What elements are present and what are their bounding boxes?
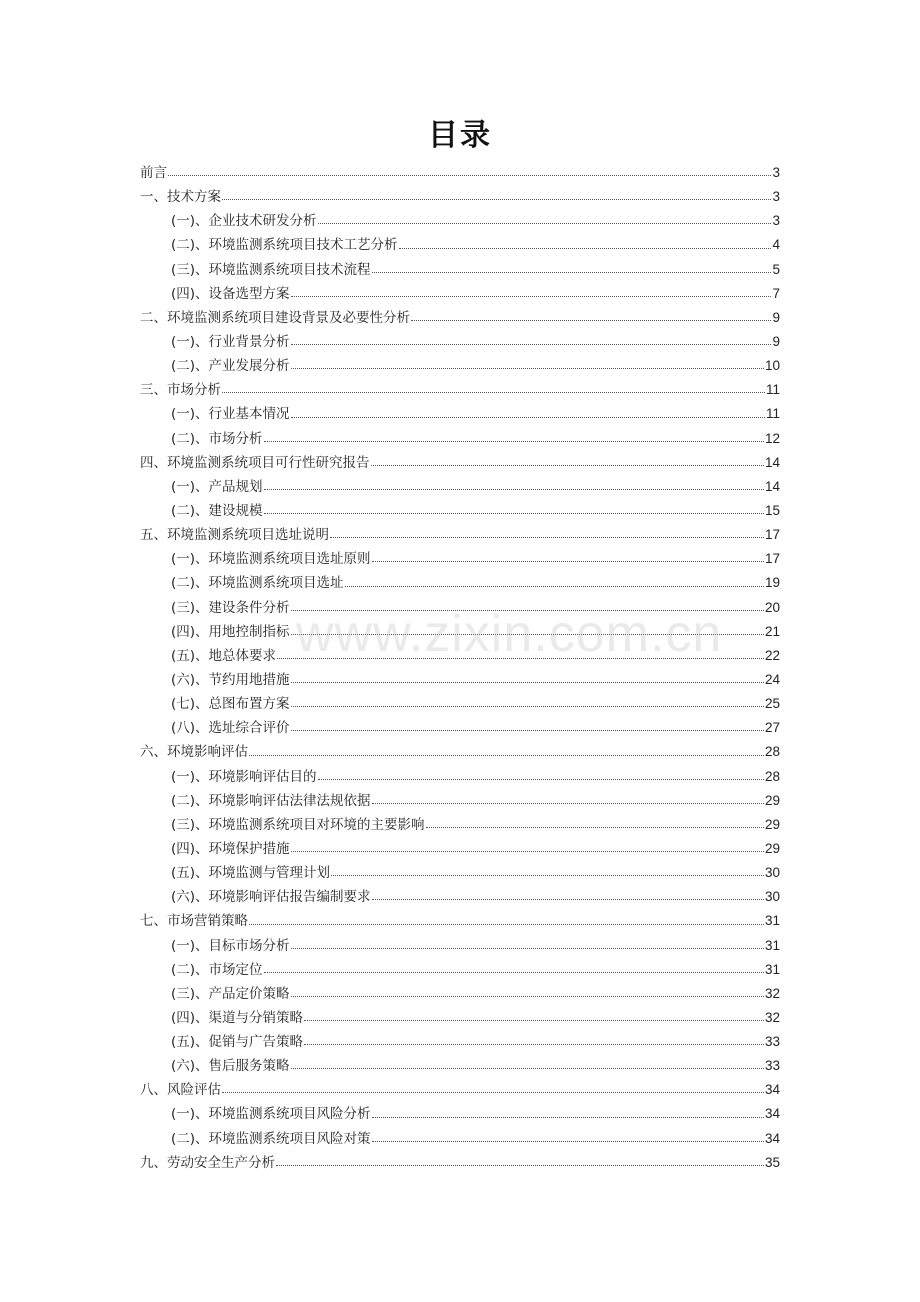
toc-entry[interactable] [140,1030,780,1054]
toc-dot-leader [276,1165,764,1166]
toc-entry[interactable] [140,837,780,861]
toc-entry-page: 11 [765,406,780,422]
toc-dot-leader [331,875,764,876]
toc-entry-page: 3 [772,165,780,180]
toc-entry-page: 4 [772,237,780,253]
toc-entry-page: 14 [764,478,780,494]
toc-dot-leader [372,899,764,900]
toc-entry[interactable] [140,982,780,1006]
toc-entry[interactable] [140,958,780,982]
watermark: www.zixin.com.cn [296,605,723,663]
toc-dot-leader [372,272,772,273]
toc-entry-page: 34 [764,1106,780,1122]
toc-entry-label: (一)、企业技术研发分析 [171,213,317,230]
toc-entry[interactable] [140,1054,780,1078]
toc-entry[interactable] [140,571,780,595]
toc-entry-page: 31 [764,913,780,929]
toc-entry-label: 五、环境监测系统项目选址说明 [140,527,329,544]
toc-dot-leader [291,682,764,683]
toc-entry-page: 28 [764,768,780,784]
toc-dot-leader [330,537,764,538]
toc-entry[interactable] [140,523,780,547]
toc-entry-label: (二)、环境监测系统项目风险对策 [171,1130,371,1147]
toc-dot-leader [304,1020,764,1021]
toc-entry[interactable] [140,789,780,813]
toc-entry-page: 27 [764,720,780,736]
toc-entry-page: 25 [764,696,780,712]
toc-entry-page: 22 [764,647,780,663]
toc-entry[interactable] [140,596,780,620]
toc-dot-leader [372,803,764,804]
toc-entry[interactable] [140,692,780,716]
toc-entry-label: 二、环境监测系统项目建设背景及必要性分析 [140,309,410,326]
toc-entry-label: (七)、总图布置方案 [171,696,290,713]
toc-entry[interactable] [140,161,780,185]
toc-entry-label: 三、市场分析 [140,382,221,399]
toc-entry[interactable] [140,475,780,499]
toc-entry[interactable] [140,716,780,740]
toc-entry-label: (四)、设备选型方案 [171,285,290,302]
toc-entry-page: 17 [764,551,780,567]
toc-entry-label: (三)、产品定价策略 [171,985,290,1002]
toc-entry-label: 八、风险评估 [140,1082,221,1099]
toc-entry[interactable] [140,934,780,958]
toc-dot-leader [291,296,772,297]
toc-entry-label: (五)、促销与广告策略 [171,1034,304,1051]
toc-entry-page: 30 [764,865,780,881]
toc-entry-page: 24 [764,671,780,687]
toc-entry[interactable] [140,330,780,354]
toc-entry-label: (一)、目标市场分析 [171,937,290,954]
toc-dot-leader [372,1117,764,1118]
toc-entry[interactable] [140,185,780,209]
toc-dot-leader [291,368,764,369]
toc-entry-label: (六)、节约用地措施 [171,671,290,688]
toc-entry[interactable] [140,378,780,402]
toc-entry-label: 四、环境监测系统项目可行性研究报告 [140,454,370,471]
toc-entry[interactable] [140,427,780,451]
toc-entry-label: (二)、建设规模 [171,502,263,519]
toc-entry[interactable] [140,282,780,306]
toc-entry[interactable] [140,306,780,330]
toc-entry[interactable] [140,354,780,378]
toc-entry-label: (一)、行业背景分析 [171,333,290,350]
toc-entry[interactable] [140,813,780,837]
toc-entry-page: 34 [764,1130,780,1146]
toc-dot-leader [291,634,764,635]
toc-entry-label: (二)、市场分析 [171,430,263,447]
toc-dot-leader [291,344,772,345]
toc-entry[interactable] [140,402,780,426]
toc-dot-leader [291,610,764,611]
toc-entry-label: (二)、市场定位 [171,961,263,978]
toc-dot-leader [291,851,764,852]
toc-dot-leader [318,779,764,780]
toc-entry-label: (三)、建设条件分析 [171,599,290,616]
toc-entry-label: (一)、环境监测系统项目风险分析 [171,1106,371,1123]
toc-dot-leader [426,827,764,828]
toc-entry[interactable] [140,451,780,475]
toc-dot-leader [249,755,764,756]
toc-entry-page: 3 [772,213,780,229]
toc-dot-leader [291,996,764,997]
toc-dot-leader [249,924,764,925]
table-of-contents [140,161,780,1175]
toc-entry-label: (二)、环境监测系统项目技术工艺分析 [171,237,398,254]
toc-dot-leader [318,223,772,224]
toc-entry-page: 31 [764,961,780,977]
toc-entry-label: (一)、产品规划 [171,478,263,495]
toc-dot-leader [411,320,771,321]
toc-entry[interactable] [140,1127,780,1151]
toc-entry-page: 33 [764,1034,780,1050]
toc-entry-page: 7 [772,285,780,301]
toc-dot-leader [291,417,765,418]
toc-entry[interactable] [140,547,780,571]
toc-dot-leader [291,730,764,731]
toc-entry[interactable] [140,499,780,523]
toc-entry[interactable] [140,668,780,692]
toc-dot-leader [371,465,764,466]
toc-dot-leader [291,706,764,707]
toc-entry-page: 31 [764,937,780,953]
toc-entry-page: 28 [764,744,780,760]
toc-entry-label: (二)、环境监测系统项目选址 [171,575,344,592]
toc-entry-page: 32 [764,985,780,1001]
page-title: 目录 [428,118,492,153]
toc-entry-page: 29 [764,840,780,856]
toc-entry-page: 15 [764,502,780,518]
toc-entry-page: 35 [764,1154,780,1170]
toc-entry[interactable] [140,620,780,644]
toc-dot-leader [399,248,772,249]
toc-entry[interactable] [140,909,780,933]
toc-entry-label: (四)、用地控制指标 [171,623,290,640]
toc-entry-page: 5 [772,261,780,277]
toc-entry-label: (二)、产业发展分析 [171,358,290,375]
toc-entry-page: 20 [764,599,780,615]
toc-entry-label: (五)、地总体要求 [171,647,277,664]
toc-entry[interactable] [140,209,780,233]
toc-dot-leader [264,441,764,442]
toc-entry[interactable] [140,885,780,909]
toc-dot-leader [168,175,771,176]
toc-entry-label: (六)、售后服务策略 [171,1058,290,1075]
toc-entry-label: (二)、环境影响评估法律法规依据 [171,792,371,809]
toc-entry[interactable] [140,233,780,257]
toc-entry[interactable] [140,1006,780,1030]
toc-entry-page: 10 [764,358,780,374]
toc-entry-label: (五)、环境监测与管理计划 [171,865,331,882]
toc-entry-page: 29 [764,816,780,832]
toc-dot-leader [291,948,764,949]
toc-dot-leader [345,586,764,587]
toc-entry-label: 前言 [140,165,167,181]
toc-entry[interactable] [140,1151,780,1175]
toc-dot-leader [264,513,764,514]
toc-entry-label: 六、环境影响评估 [140,744,248,761]
toc-entry[interactable] [140,258,780,282]
toc-entry[interactable] [140,861,780,885]
toc-entry-page: 29 [764,792,780,808]
toc-entry-page: 34 [764,1082,780,1098]
toc-dot-leader [277,658,764,659]
toc-dot-leader [222,392,765,393]
toc-entry-page: 17 [764,527,780,543]
toc-entry-page: 19 [764,575,780,591]
toc-entry-page: 21 [764,623,780,639]
toc-entry[interactable] [140,1102,780,1126]
toc-entry-page: 9 [772,309,780,325]
toc-entry-page: 12 [764,430,780,446]
toc-entry-label: 一、技术方案 [140,189,221,206]
toc-entry[interactable] [140,740,780,764]
toc-entry-page: 11 [765,382,780,398]
toc-dot-leader [222,1092,764,1093]
toc-dot-leader [372,1141,764,1142]
toc-entry-label: (四)、渠道与分销策略 [171,1009,304,1026]
toc-entry-label: 九、劳动安全生产分析 [140,1154,275,1171]
toc-entry[interactable] [140,1078,780,1102]
toc-dot-leader [222,199,771,200]
toc-dot-leader [264,489,764,490]
toc-entry-label: (八)、选址综合评价 [171,720,290,737]
toc-entry-label: (三)、环境监测系统项目技术流程 [171,261,371,278]
toc-entry-label: (四)、环境保护措施 [171,840,290,857]
toc-entry-page: 9 [772,333,780,349]
toc-entry-page: 30 [764,889,780,905]
toc-entry-label: (六)、环境影响评估报告编制要求 [171,889,371,906]
toc-dot-leader [264,972,764,973]
toc-entry-label: (三)、环境监测系统项目对环境的主要影响 [171,816,425,833]
toc-entry-page: 32 [764,1009,780,1025]
toc-dot-leader [372,561,764,562]
toc-entry-label: (一)、行业基本情况 [171,406,290,423]
toc-entry-page: 14 [764,454,780,470]
toc-entry-page: 3 [772,189,780,205]
toc-dot-leader [291,1068,764,1069]
toc-entry-page: 33 [764,1058,780,1074]
toc-entry-label: (一)、环境影响评估目的 [171,768,317,785]
toc-entry[interactable] [140,765,780,789]
toc-dot-leader [304,1044,764,1045]
toc-entry-label: 七、市场营销策略 [140,913,248,930]
toc-entry[interactable] [140,644,780,668]
toc-entry-label: (一)、环境监测系统项目选址原则 [171,551,371,568]
